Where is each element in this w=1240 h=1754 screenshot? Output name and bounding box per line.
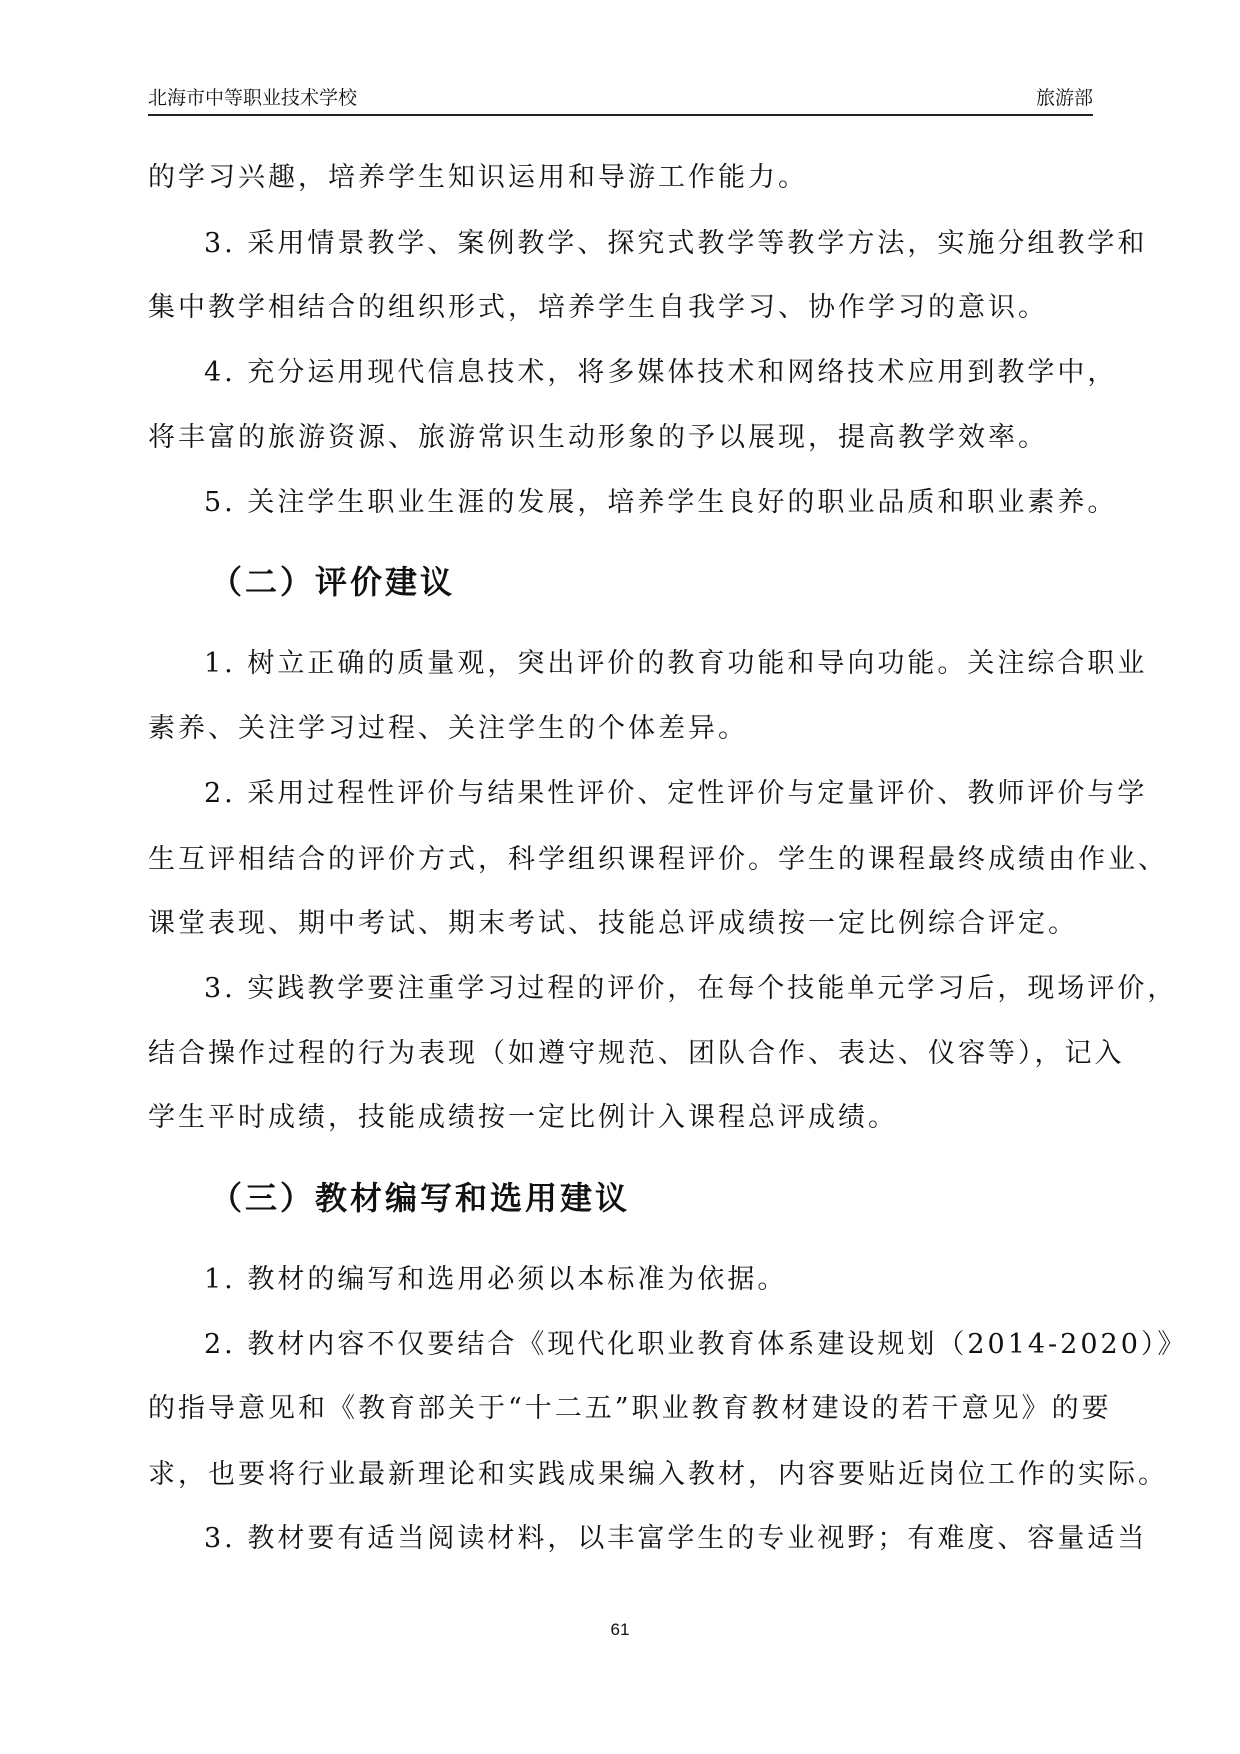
text-line: 4. 充分运用现代信息技术，将多媒体技术和网络技术应用到教学中， [204, 357, 1118, 388]
text-line: 课堂表现、期中考试、期末考试、技能总评成绩按一定比例综合评定。 [148, 908, 1078, 939]
text-line: 将丰富的旅游资源、旅游常识生动形象的予以展现，提高教学效率。 [148, 422, 1048, 453]
text-line: 的学习兴趣，培养学生知识运用和导游工作能力。 [148, 162, 808, 193]
text-line: 1. 树立正确的质量观，突出评价的教育功能和导向功能。关注综合职业 [204, 648, 1148, 679]
text-line: 的指导意见和《教育部关于“十二五”职业教育教材建设的若干意见》的要 [148, 1393, 1112, 1424]
text-line: 2. 教材内容不仅要结合《现代化职业教育体系建设规划（2014-2020）》 [204, 1329, 1188, 1360]
page-header [148, 86, 1093, 116]
text-line: 集中教学相结合的组织形式，培养学生自我学习、协作学习的意识。 [148, 292, 1048, 323]
text-line: 生互评相结合的评价方式，科学组织课程评价。学生的课程最终成绩由作业、 [148, 844, 1168, 875]
text-line: 结合操作过程的行为表现（如遵守规范、团队合作、表达、仪容等），记入 [148, 1038, 1125, 1069]
text-line: 求，也要将行业最新理论和实践成果编入教材，内容要贴近岗位工作的实际。 [148, 1459, 1168, 1490]
text-line: 3. 采用情景教学、案例教学、探究式教学等教学方法，实施分组教学和 [204, 228, 1148, 259]
text-line: 学生平时成绩，技能成绩按一定比例计入课程总评成绩。 [148, 1102, 898, 1133]
school-name: 北海市中等职业技术学校 [148, 87, 358, 109]
section-heading: （二）评价建议 [210, 563, 456, 601]
text-line: 2. 采用过程性评价与结果性评价、定性评价与定量评价、教师评价与学 [204, 778, 1148, 809]
text-line: 3. 教材要有适当阅读材料，以丰富学生的专业视野；有难度、容量适当 [204, 1523, 1148, 1554]
text-line: 1. 教材的编写和选用必须以本标准为依据。 [204, 1264, 788, 1295]
text-line: 素养、关注学习过程、关注学生的个体差异。 [148, 713, 748, 744]
department-name: 旅游部 [1035, 87, 1093, 109]
text-line: 5. 关注学生职业生涯的发展，培养学生良好的职业品质和职业素养。 [204, 487, 1118, 518]
section-heading: （三）教材编写和选用建议 [210, 1179, 631, 1217]
page-number: 61 [610, 1620, 630, 1639]
text-line: 3. 实践教学要注重学习过程的评价，在每个技能单元学习后，现场评价， [204, 973, 1178, 1004]
